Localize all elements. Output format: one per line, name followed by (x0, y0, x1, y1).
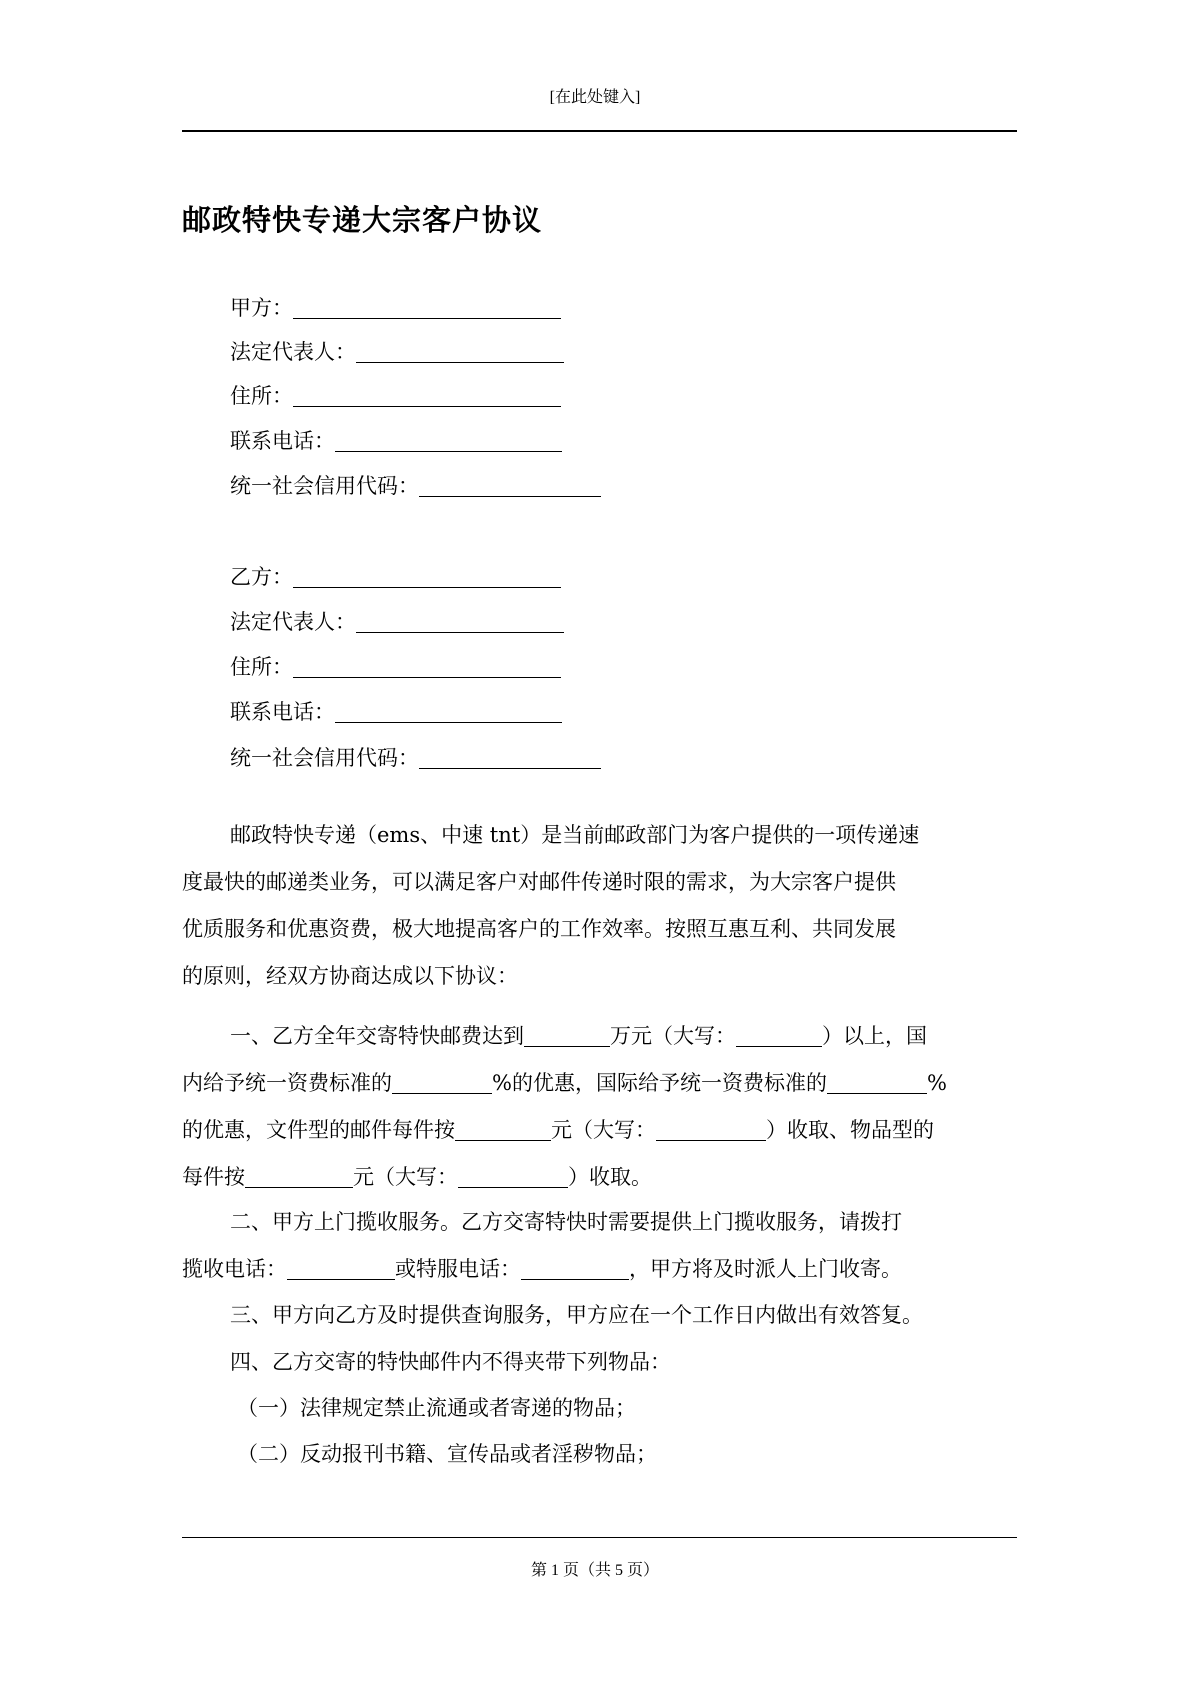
clause-3 (182, 1292, 1020, 1339)
intro-line-4: 的原则，经双方协商达成以下协议： (182, 964, 518, 988)
party-b-credit-code-label: 统一社会信用代码： (230, 746, 419, 770)
clause-1-text-i: ）收取、物品型的 (766, 1118, 934, 1142)
party-a-phone-label: 联系电话： (230, 429, 335, 453)
clause-1-line-1 (182, 1013, 1020, 1060)
clause-2-text-d: ，甲方将及时派人上门收寄。 (629, 1257, 902, 1281)
party-a-field (230, 293, 561, 323)
clause-1 (182, 1013, 1020, 1201)
page-header: [在此处键入] (549, 89, 641, 106)
party-b-address-field (230, 652, 561, 682)
party-a-address-blank[interactable] (293, 382, 561, 407)
party-b-credit-code-field (230, 743, 601, 773)
clause-1-document-price-blank[interactable] (455, 1116, 551, 1141)
clause-1-text-b: 万元（大写： (610, 1024, 736, 1048)
intro-line-2: 度最快的邮递类业务，可以满足客户对邮件传递时限的需求，为大宗客户提供 (182, 870, 896, 894)
party-a-address-field (230, 381, 561, 411)
party-a-legal-rep-field (230, 337, 564, 367)
party-b-legal-rep-field (230, 607, 564, 637)
clause-2-service-phone-blank[interactable] (521, 1255, 629, 1280)
clause-1-annual-fee-words-blank[interactable] (736, 1022, 822, 1047)
party-a-legal-rep-label: 法定代表人： (230, 340, 356, 364)
party-b-field (230, 562, 561, 592)
party-b-legal-rep-label: 法定代表人： (230, 610, 356, 634)
clause-1-text-h: 元（大写： (551, 1118, 656, 1142)
clause-3-text: 三、甲方向乙方及时提供查询服务，甲方应在一个工作日内做出有效答复。 (230, 1303, 923, 1327)
clause-2-line-1: 二、甲方上门揽收服务。乙方交寄特快时需要提供上门揽收服务，请拨打 (230, 1210, 902, 1234)
clause-1-text-l: ）收取。 (568, 1165, 652, 1189)
header-rule (182, 130, 1017, 132)
clause-4-item-2-text: （二）反动报刊书籍、宣传品或者淫秽物品； (237, 1442, 657, 1466)
clause-1-text-j: 每件按 (182, 1165, 245, 1189)
clause-1-intl-discount-blank[interactable] (827, 1069, 927, 1094)
party-b-phone-label: 联系电话： (230, 700, 335, 724)
party-b-label: 乙方： (230, 565, 293, 589)
party-b-phone-blank[interactable] (335, 698, 562, 723)
document-title: 邮政特快专递大宗客户协议 (182, 203, 543, 237)
intro-line-1: 邮政特快专递（ems、中速 tnt）是当前邮政部门为客户提供的一项传递速 (230, 823, 920, 847)
clause-1-document-price-words-blank[interactable] (656, 1116, 766, 1141)
clause-1-text-f: % (926, 1071, 947, 1095)
clause-4-item-1-text: （一）法律规定禁止流通或者寄递的物品； (237, 1396, 636, 1420)
footer-rule (182, 1537, 1017, 1538)
clause-1-text-g: 的优惠，文件型的邮件每件按 (182, 1118, 455, 1142)
clause-1-item-price-words-blank[interactable] (458, 1163, 568, 1188)
party-a-credit-code-field (230, 471, 601, 501)
clause-1-line-3 (182, 1107, 1020, 1154)
clause-2-text-b: 揽收电话： (182, 1257, 287, 1281)
clause-2-line-2 (182, 1246, 1020, 1293)
intro-line-3: 优质服务和优惠资费，极大地提高客户的工作效率。按照互惠互利、共同发展 (182, 917, 896, 941)
party-a-label: 甲方： (230, 296, 293, 320)
clause-2-text-c: 或特服电话： (395, 1257, 521, 1281)
intro-paragraph (182, 812, 1020, 1000)
party-a-credit-code-label: 统一社会信用代码： (230, 474, 419, 498)
party-a-credit-code-blank[interactable] (419, 472, 601, 497)
party-a-legal-rep-blank[interactable] (356, 338, 564, 363)
party-b-credit-code-blank[interactable] (419, 744, 601, 769)
party-a-blank[interactable] (293, 294, 561, 319)
clause-1-text-a: 一、乙方全年交寄特快邮费达到 (230, 1024, 524, 1048)
clause-4 (182, 1339, 1020, 1386)
party-b-address-blank[interactable] (293, 653, 561, 678)
party-b-blank[interactable] (293, 563, 561, 588)
clause-4-text: 四、乙方交寄的特快邮件内不得夹带下列物品： (230, 1350, 671, 1374)
party-a-phone-field (230, 426, 562, 456)
clause-2-pickup-phone-blank[interactable] (287, 1255, 395, 1280)
clause-1-domestic-discount-blank[interactable] (392, 1069, 492, 1094)
clause-4-item-2 (182, 1431, 1020, 1478)
clause-1-text-c: ）以上，国 (822, 1024, 927, 1048)
party-a-address-label: 住所： (230, 384, 293, 408)
clause-1-line-4 (182, 1154, 1020, 1201)
clause-1-text-e: %的优惠，国际给予统一资费标准的 (492, 1071, 827, 1095)
clause-4-item-1 (182, 1385, 1020, 1432)
party-b-phone-field (230, 697, 562, 727)
clause-1-annual-fee-blank[interactable] (524, 1022, 610, 1047)
clause-1-item-price-blank[interactable] (245, 1163, 353, 1188)
clause-1-text-k: 元（大写： (353, 1165, 458, 1189)
party-a-phone-blank[interactable] (335, 427, 562, 452)
page-footer: 第 1 页（共 5 页） (530, 1562, 659, 1579)
clause-1-text-d: 内给予统一资费标准的 (182, 1071, 392, 1095)
clause-1-line-2 (182, 1060, 1020, 1107)
party-b-address-label: 住所： (230, 655, 293, 679)
clause-2 (182, 1199, 1020, 1293)
party-b-legal-rep-blank[interactable] (356, 608, 564, 633)
